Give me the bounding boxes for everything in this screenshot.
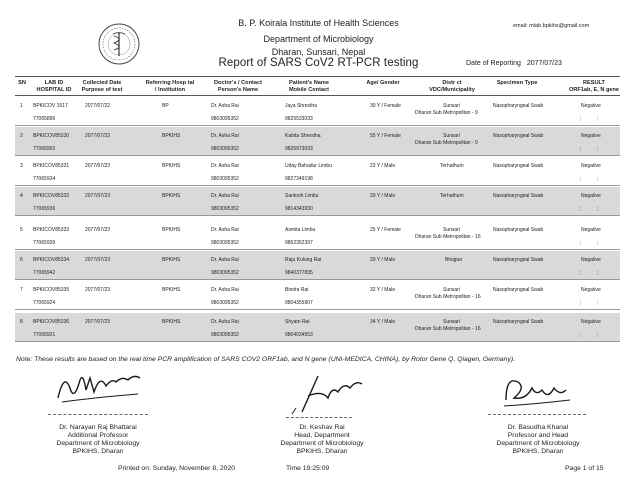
signature-line <box>48 414 148 415</box>
table-row <box>15 251 620 280</box>
signatory-organization: BPKIHS, Dharan <box>512 448 564 455</box>
signatory-department: Department of Microbiology <box>56 440 140 447</box>
hospital-id: 77065942 <box>33 270 56 276</box>
result-e-gene: ; <box>580 146 582 152</box>
specimen-type: Nasopharyngeal Swab <box>493 103 544 109</box>
row-sn: 3 <box>20 163 23 169</box>
doctor-phone: 9803095352 <box>211 240 239 246</box>
hospital-id: 77065936 <box>33 206 56 212</box>
age-gender: 20 Y / Male <box>370 257 396 263</box>
lab-id: BPKICOV85335 <box>33 287 70 293</box>
district: Sunsari <box>443 227 460 233</box>
print-time: Time 19:25:09 <box>286 465 330 472</box>
lab-id: BPKICOV85330 <box>33 133 70 139</box>
hospital-id: 77065921 <box>33 332 56 338</box>
result-e-gene: ; <box>580 270 582 276</box>
table-row <box>15 221 620 250</box>
specimen-type: Nasopharyngeal Swab <box>493 257 544 263</box>
age-gender: 30 Y / Female <box>370 103 401 109</box>
row-sn: 4 <box>20 193 23 199</box>
lab-email: email: mlab.bpkihs@gmail.com <box>513 23 590 29</box>
signatory-name: Dr. Narayan Raj Bhattarai <box>59 424 137 431</box>
signature-line <box>488 414 586 415</box>
vdc: Dharan Sub Metropolitan - 9 <box>415 110 478 116</box>
age-gender: 34 Y / Male <box>370 319 396 325</box>
col-referring-hospital: Referring Hosp tal / Institution <box>145 80 195 93</box>
col-lab-id: LAB ID HOSPITAL ID <box>36 80 72 93</box>
result-n-gene: ; <box>597 270 599 276</box>
institute-name: B. P. Koirala Institute of Health Sciences <box>238 18 399 28</box>
signatory-3 <box>470 424 606 456</box>
specimen-type: Nasopharyngeal Swab <box>493 193 544 199</box>
hospital-id: 77065924 <box>33 300 56 306</box>
referring-hospital: BPKIHS <box>162 319 181 325</box>
hospital-id: 77065902 <box>33 146 56 152</box>
result-n-gene: ; <box>597 146 599 152</box>
patient-mobile: 9814343930 <box>285 206 313 212</box>
result: Negative <box>581 287 601 293</box>
vdc: Dharan Sub Metropolitan - 16 <box>415 234 481 240</box>
doctor-name: Dr. Asha Rai <box>211 133 239 139</box>
referring-hospital: BPKIHS <box>162 257 181 263</box>
patient-mobile: 9840377835 <box>285 270 313 276</box>
signatory-title: Professor and Head <box>507 432 569 439</box>
result-n-gene: ; <box>597 116 599 122</box>
collected-date: 2077/07/23 <box>85 319 111 325</box>
signatory-name: Dr. Basudha Khanal <box>507 424 569 431</box>
doctor-name: Dr. Asha Rai <box>211 227 239 233</box>
col-doctor: Doctor's / Contact Person's Name <box>214 80 262 93</box>
hospital-id: 77065896 <box>33 116 56 122</box>
result: Negative <box>581 257 601 263</box>
lab-id: BPKICOV85334 <box>33 257 70 263</box>
patient-name: Jaya Shrestha <box>285 103 317 109</box>
result-n-gene: ; <box>597 206 599 212</box>
district: Bhojpur <box>445 257 463 263</box>
result: Negative <box>581 163 601 169</box>
patient-name: Kabita Shrestha <box>285 133 321 139</box>
collected-date: 2077/07/23 <box>85 193 111 199</box>
row-sn: 5 <box>20 227 23 233</box>
doctor-phone: 9803095352 <box>211 206 239 212</box>
signatory-department: Department of Microbiology <box>496 440 580 447</box>
age-gender: 20 Y / Male <box>370 193 396 199</box>
collected-date: 2077/07/23 <box>85 163 111 169</box>
result-n-gene: ; <box>597 300 599 306</box>
hospital-id: 77065939 <box>33 240 56 246</box>
doctor-phone: 9803095352 <box>211 116 239 122</box>
patient-mobile: 9825533033 <box>285 116 313 122</box>
report-title: Report of SARS CoV2 RT-PCR testing <box>218 57 419 69</box>
result: Negative <box>581 319 601 325</box>
signatory-department: Department of Microbiology <box>280 440 364 447</box>
collected-date: 2077/07/23 <box>85 257 111 263</box>
doctor-phone: 9803095352 <box>211 176 239 182</box>
patient-name: Uday Bahadur Limbu <box>285 163 332 169</box>
specimen-type: Nasopharyngeal Swab <box>493 287 544 293</box>
collected-date: 2077/07/23 <box>85 227 111 233</box>
signature-rai <box>288 368 368 416</box>
result-n-gene: ; <box>597 332 599 338</box>
pcr-method-note: Note: These results are based on the real time PCR amplification of SARS COV2 ORF1ab, and N gene (UNI-MEDICA, CHINA), by Rotor Gene Q, Qiagen, Germany). <box>16 356 516 363</box>
result-e-gene: ; <box>580 176 582 182</box>
result-e-gene: ; <box>580 332 582 338</box>
age-gender: 25 Y / Female <box>370 227 401 233</box>
result-e-gene: ; <box>580 240 582 246</box>
vdc: Dharan Sub Metropolitan - 9 <box>415 140 478 146</box>
table-row <box>15 313 620 342</box>
age-gender: 55 Y / Female <box>370 133 401 139</box>
result: Negative <box>581 193 601 199</box>
district: Sunsari <box>443 287 460 293</box>
row-sn: 8 <box>20 319 23 325</box>
doctor-name: Dr. Asha Rai <box>211 163 239 169</box>
signatory-title: Additional Professor <box>67 432 129 439</box>
specimen-type: Nasopharyngeal Swab <box>493 133 544 139</box>
signatory-organization: BPKIHS, Dharan <box>72 448 124 455</box>
specimen-type: Nasopharyngeal Swab <box>493 227 544 233</box>
lab-id: BPKICOV85331 <box>33 163 70 169</box>
row-sn: 2 <box>20 133 23 139</box>
signatory-name: Dr. Keshav Rai <box>299 424 345 431</box>
patient-name: Asmita Limbu <box>285 227 316 233</box>
referring-hospital: BPKIHS <box>162 163 181 169</box>
vdc: Dharan Sub Metropolitan - 16 <box>415 326 481 332</box>
reporting-date <box>466 60 562 67</box>
page-number: Page 1 of 15 <box>565 465 604 472</box>
doctor-name: Dr. Asha Rai <box>211 257 239 263</box>
doctor-phone: 9803095352 <box>211 146 239 152</box>
district: Sunsari <box>443 319 460 325</box>
signatory-title: Head, Department <box>294 432 350 439</box>
col-specimen: Specimen Type <box>496 80 538 86</box>
referring-hospital: BP <box>162 103 169 109</box>
doctor-name: Dr. Asha Rai <box>211 319 239 325</box>
table-row <box>15 281 620 310</box>
signature-khanal <box>496 370 576 412</box>
patient-mobile: 9827349198 <box>285 176 313 182</box>
patient-name: Bindra Rai <box>285 287 309 293</box>
result-e-gene: ; <box>580 300 582 306</box>
reporting-date-value: 2077/07/23 <box>526 60 562 67</box>
signatory-organization: BPKIHS, Dharan <box>296 448 348 455</box>
institute-address: Dharan, Sunsari, Nepal <box>271 47 366 57</box>
doctor-phone: 9803095352 <box>211 300 239 306</box>
result-e-gene: ; <box>580 206 582 212</box>
col-sn: SN <box>18 80 26 86</box>
reporting-date-label: Date of Reporting <box>466 60 521 67</box>
signatory-2 <box>262 424 382 456</box>
lab-id: BPKICOV85336 <box>33 319 70 325</box>
doctor-phone: 9803095352 <box>211 332 239 338</box>
patient-mobile: 9862352397 <box>285 240 313 246</box>
age-gender: 23 Y / Male <box>370 163 396 169</box>
referring-hospital: BPKIHS <box>162 133 181 139</box>
table-header <box>15 76 620 96</box>
col-patient: Patient's Name Mobile Contact <box>288 80 330 93</box>
collected-date: 2077/07/23 <box>85 133 111 139</box>
result-e-gene: ; <box>580 116 582 122</box>
doctor-phone: 9803095352 <box>211 270 239 276</box>
district: Sunsari <box>443 133 460 139</box>
patient-name: Shyam Rai <box>285 319 310 325</box>
specimen-type: Nasopharyngeal Swab <box>493 319 544 325</box>
result: Negative <box>581 133 601 139</box>
vdc: Dharan Sub Metropolitan - 16 <box>415 294 481 300</box>
district: Sunsari <box>443 103 460 109</box>
col-collected-date: Collected Date Purpose of test <box>81 80 123 93</box>
table-row <box>15 127 620 156</box>
patient-name: Raju Kulung Rai <box>285 257 322 263</box>
referring-hospital: BPKIHS <box>162 227 181 233</box>
lab-id: BPKICOV 1517 <box>33 103 68 109</box>
patient-mobile: 9804355907 <box>285 300 313 306</box>
table-row <box>15 187 620 216</box>
result-n-gene: ; <box>597 176 599 182</box>
doctor-name: Dr. Asha Rai <box>211 103 239 109</box>
col-district: Distr ct VDC/Municipality <box>429 80 475 93</box>
doctor-name: Dr. Asha Rai <box>211 193 239 199</box>
hospital-id: 77065934 <box>33 176 56 182</box>
collected-date: 2077/07/22 <box>85 103 111 109</box>
lab-id: BPKICOV85332 <box>33 193 70 199</box>
patient-mobile: 9825973033 <box>285 146 313 152</box>
table-row <box>15 157 620 186</box>
department-name: Department of Microbiology <box>263 34 374 44</box>
patient-mobile: 9804034553 <box>285 332 313 338</box>
row-sn: 6 <box>20 257 23 263</box>
row-sn: 7 <box>20 287 23 293</box>
signature-bhattarai <box>50 368 146 412</box>
result-n-gene: ; <box>597 240 599 246</box>
district: Terhathum <box>440 193 464 199</box>
referring-hospital: BPKIHS <box>162 287 181 293</box>
age-gender: 32 Y / Male <box>370 287 396 293</box>
patient-name: Santosh Limbu <box>285 193 319 199</box>
col-result: RESULT ORF1ab, E, N gene <box>568 80 620 93</box>
result: Negative <box>581 103 601 109</box>
lab-id: BPKICOV85333 <box>33 227 70 233</box>
doctor-name: Dr. Asha Rai <box>211 287 239 293</box>
collected-date: 2077/07/23 <box>85 287 111 293</box>
specimen-type: Nasopharyngeal Swab <box>493 163 544 169</box>
signatory-1 <box>26 424 170 456</box>
row-sn: 1 <box>20 103 23 109</box>
signature-line <box>286 417 352 418</box>
result: Negative <box>581 227 601 233</box>
printed-on: Printed on: Sunday, November 8, 2020 <box>118 465 236 472</box>
col-age-gender: Age/ Gender <box>366 80 400 86</box>
table-row <box>15 97 620 126</box>
district: Terhathum <box>440 163 464 169</box>
referring-hospital: BPKIHS <box>162 193 181 199</box>
